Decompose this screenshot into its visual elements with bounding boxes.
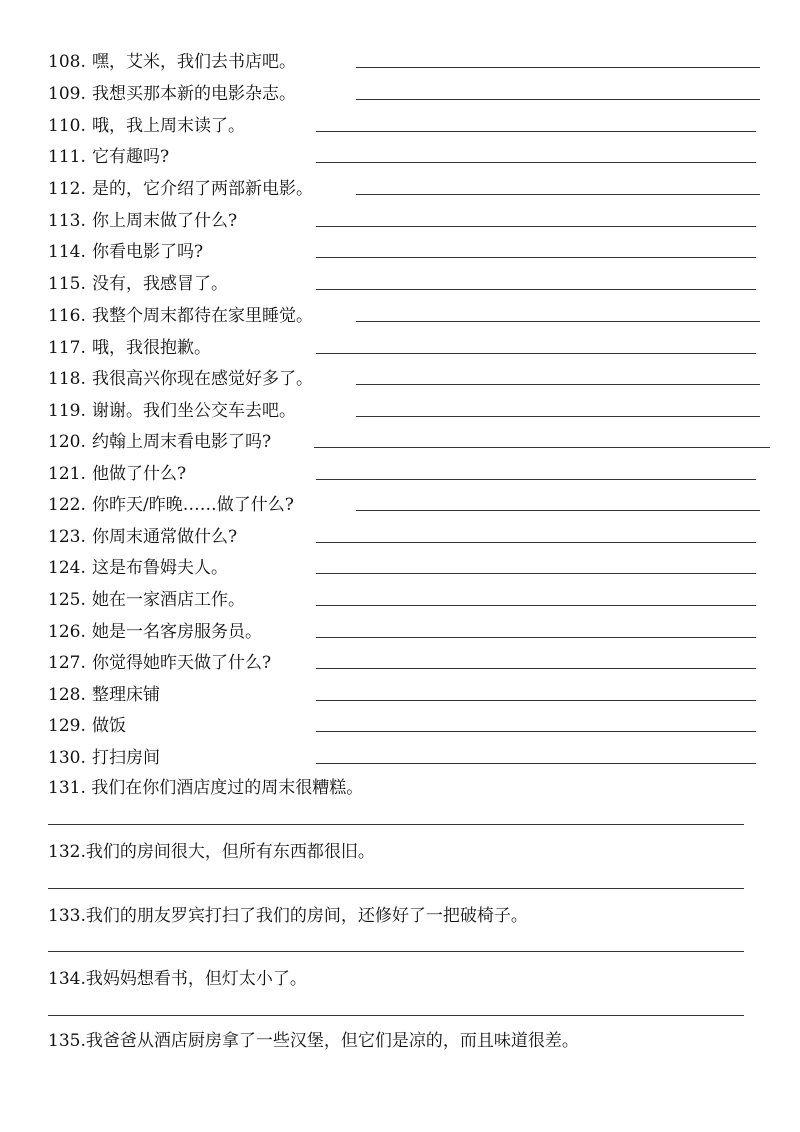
answer-line[interactable]: [356, 416, 760, 417]
answer-line[interactable]: [356, 67, 760, 68]
item-text: 嘿，艾米，我们去书店吧。: [92, 52, 296, 72]
item-number: 120.: [48, 432, 86, 452]
long-item-134: 134.我妈妈想看书，但灯太小了。: [48, 969, 307, 989]
item-number: 111.: [48, 147, 86, 167]
item-text: 整理床铺: [92, 685, 160, 705]
item-row-127: [48, 648, 760, 678]
item-text: 哦，我上周末读了。: [92, 116, 245, 136]
item-number: 124.: [48, 558, 86, 578]
item-row-129: [48, 711, 760, 741]
long-item-132: 132.我们的房间很大，但所有东西都很旧。: [48, 842, 375, 862]
item-row-113: [48, 206, 760, 236]
item-row-111: [48, 142, 760, 172]
item-text: 这是布鲁姆夫人。: [92, 558, 228, 578]
item-text: 你觉得她昨天做了什么?: [92, 653, 272, 673]
item-row-123: [48, 522, 760, 552]
answer-line[interactable]: [356, 99, 760, 100]
item-number: 129.: [48, 716, 86, 736]
item-row-119: [48, 396, 760, 426]
item-row-108: [48, 47, 760, 77]
answer-line[interactable]: [316, 542, 756, 543]
item-text: 她在一家酒店工作。: [92, 590, 245, 610]
answer-line[interactable]: [356, 384, 760, 385]
item-text: 我想买那本新的电影杂志。: [92, 84, 296, 104]
item-row-114: [48, 237, 760, 267]
item-number: 122.: [48, 495, 86, 515]
item-row-130: [48, 743, 760, 773]
item-row-118: [48, 364, 760, 394]
item-number: 130.: [48, 748, 86, 768]
item-number: 114.: [48, 242, 86, 262]
item-text: 你昨天/昨晚……做了什么?: [92, 495, 294, 515]
item-number: 113.: [48, 211, 86, 231]
answer-line[interactable]: [314, 447, 770, 448]
item-row-115: [48, 269, 760, 299]
item-number: 109.: [48, 84, 86, 104]
item-number: 128.: [48, 685, 86, 705]
item-text: 哦，我很抱歉。: [92, 338, 211, 358]
item-number: 126.: [48, 622, 86, 642]
item-row-110: [48, 111, 760, 141]
item-row-122: [48, 490, 760, 520]
item-row-126: [48, 617, 760, 647]
answer-line[interactable]: [48, 824, 744, 825]
answer-line[interactable]: [316, 637, 756, 638]
item-number: 108.: [48, 52, 86, 72]
item-number: 125.: [48, 590, 86, 610]
answer-line[interactable]: [316, 257, 756, 258]
answer-line[interactable]: [356, 321, 760, 322]
item-number: 121.: [48, 464, 86, 484]
answer-line[interactable]: [316, 668, 756, 669]
answer-line[interactable]: [48, 1015, 744, 1016]
item-number: 118.: [48, 369, 86, 389]
item-row-116: [48, 301, 760, 331]
item-text: 你上周末做了什么?: [92, 211, 238, 231]
answer-line[interactable]: [316, 226, 756, 227]
item-row-128: [48, 680, 760, 710]
answer-line[interactable]: [316, 700, 756, 701]
item-row-125: [48, 585, 760, 615]
answer-line[interactable]: [316, 605, 756, 606]
answer-line[interactable]: [48, 888, 744, 889]
item-number: 117.: [48, 338, 86, 358]
item-text: 打扫房间: [92, 748, 160, 768]
item-text: 你周末通常做什么?: [92, 527, 238, 547]
long-item-133: 133.我们的朋友罗宾打扫了我们的房间，还修好了一把破椅子。: [48, 906, 528, 926]
item-text: 它有趣吗?: [92, 147, 170, 167]
item-row-109: [48, 79, 760, 109]
item-text: 谢谢。我们坐公交车去吧。: [92, 401, 296, 421]
answer-line[interactable]: [316, 289, 756, 290]
answer-line[interactable]: [316, 479, 756, 480]
long-item-131: 131. 我们在你们酒店度过的周末很糟糕。: [48, 778, 364, 798]
item-text: 约翰上周末看电影了吗?: [92, 432, 272, 452]
item-number: 110.: [48, 116, 86, 136]
item-number: 127.: [48, 653, 86, 673]
item-text: 没有，我感冒了。: [92, 274, 228, 294]
item-number: 119.: [48, 401, 86, 421]
item-row-117: [48, 333, 760, 363]
answer-line[interactable]: [316, 573, 756, 574]
item-number: 116.: [48, 306, 86, 326]
long-item-135: 135.我爸爸从酒店厨房拿了一些汉堡，但它们是凉的，而且味道很差。: [48, 1031, 579, 1051]
item-number: 123.: [48, 527, 86, 547]
item-text: 你看电影了吗?: [92, 242, 204, 262]
answer-line[interactable]: [316, 731, 756, 732]
answer-line[interactable]: [356, 510, 760, 511]
item-row-121: [48, 459, 760, 489]
item-number: 115.: [48, 274, 86, 294]
item-row-120: [48, 427, 760, 457]
item-text: 是的，它介绍了两部新电影。: [92, 179, 313, 199]
item-row-112: [48, 174, 760, 204]
item-text: 他做了什么?: [92, 464, 187, 484]
item-number: 112.: [48, 179, 86, 199]
answer-line[interactable]: [316, 763, 756, 764]
item-text: 做饭: [92, 716, 126, 736]
answer-line[interactable]: [48, 951, 744, 952]
answer-line[interactable]: [356, 194, 760, 195]
answer-line[interactable]: [316, 162, 756, 163]
item-text: 我很高兴你现在感觉好多了。: [92, 369, 313, 389]
item-row-124: [48, 553, 760, 583]
answer-line[interactable]: [316, 131, 756, 132]
item-text: 我整个周末都待在家里睡觉。: [92, 306, 313, 326]
answer-line[interactable]: [316, 353, 756, 354]
item-text: 她是一名客房服务员。: [92, 622, 262, 642]
